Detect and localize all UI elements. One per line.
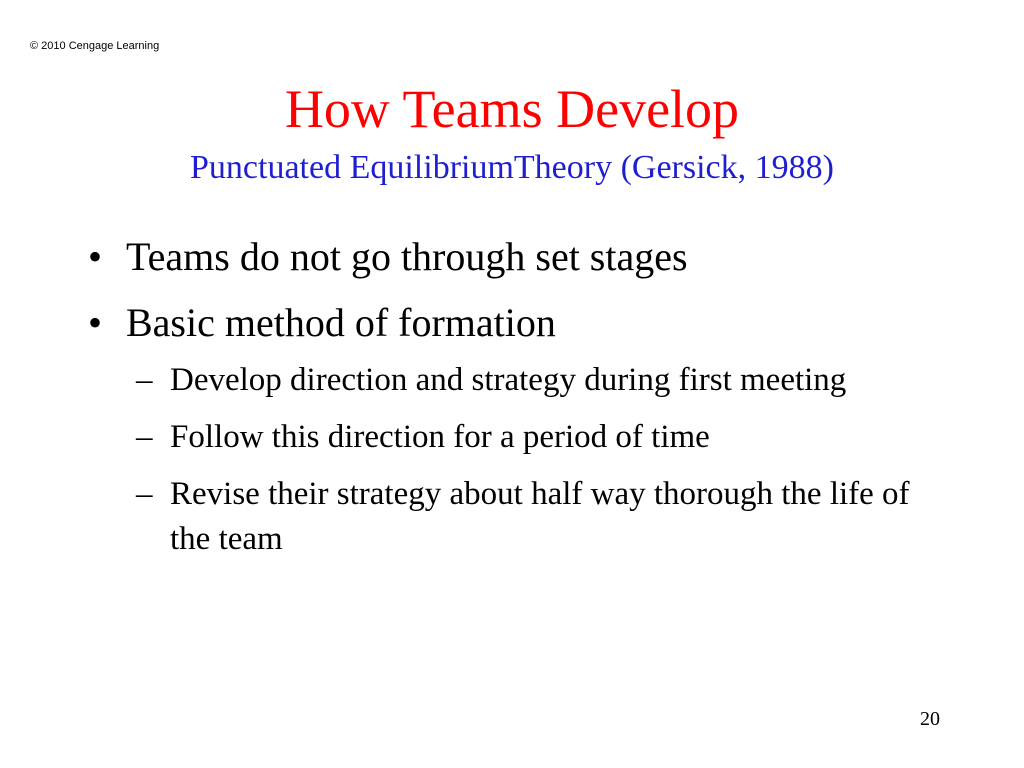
sub-bullet-text: Develop direction and strategy during first meeting bbox=[170, 362, 847, 398]
sub-bullet-item bbox=[80, 472, 940, 562]
bullet-text: Basic method of formation bbox=[126, 300, 556, 345]
bullet-text: Teams do not go through set stages bbox=[126, 234, 688, 279]
sub-bullet-item bbox=[80, 415, 940, 460]
bullet-marker: • bbox=[88, 300, 103, 345]
sub-bullet-text: Follow this direction for a period of time bbox=[170, 419, 710, 455]
slide-subtitle: Punctuated EquilibriumTheory (Gersick, 1988) bbox=[190, 149, 834, 186]
sub-bullet-text: Revise their strategy about half way thorough the life of the team bbox=[170, 476, 910, 557]
sub-bullet-item bbox=[80, 358, 940, 403]
dash-marker: – bbox=[136, 419, 153, 455]
dash-marker: – bbox=[136, 362, 153, 398]
dash-marker: – bbox=[136, 476, 153, 512]
bullet-item bbox=[80, 232, 940, 282]
page-number: 20 bbox=[920, 708, 940, 730]
slide-title: How Teams Develop bbox=[284, 79, 740, 139]
bullet-marker: • bbox=[88, 234, 103, 279]
slide-body bbox=[80, 232, 940, 574]
copyright-notice: © 2010 Cengage Learning bbox=[30, 40, 160, 52]
bullet-item bbox=[80, 298, 940, 348]
